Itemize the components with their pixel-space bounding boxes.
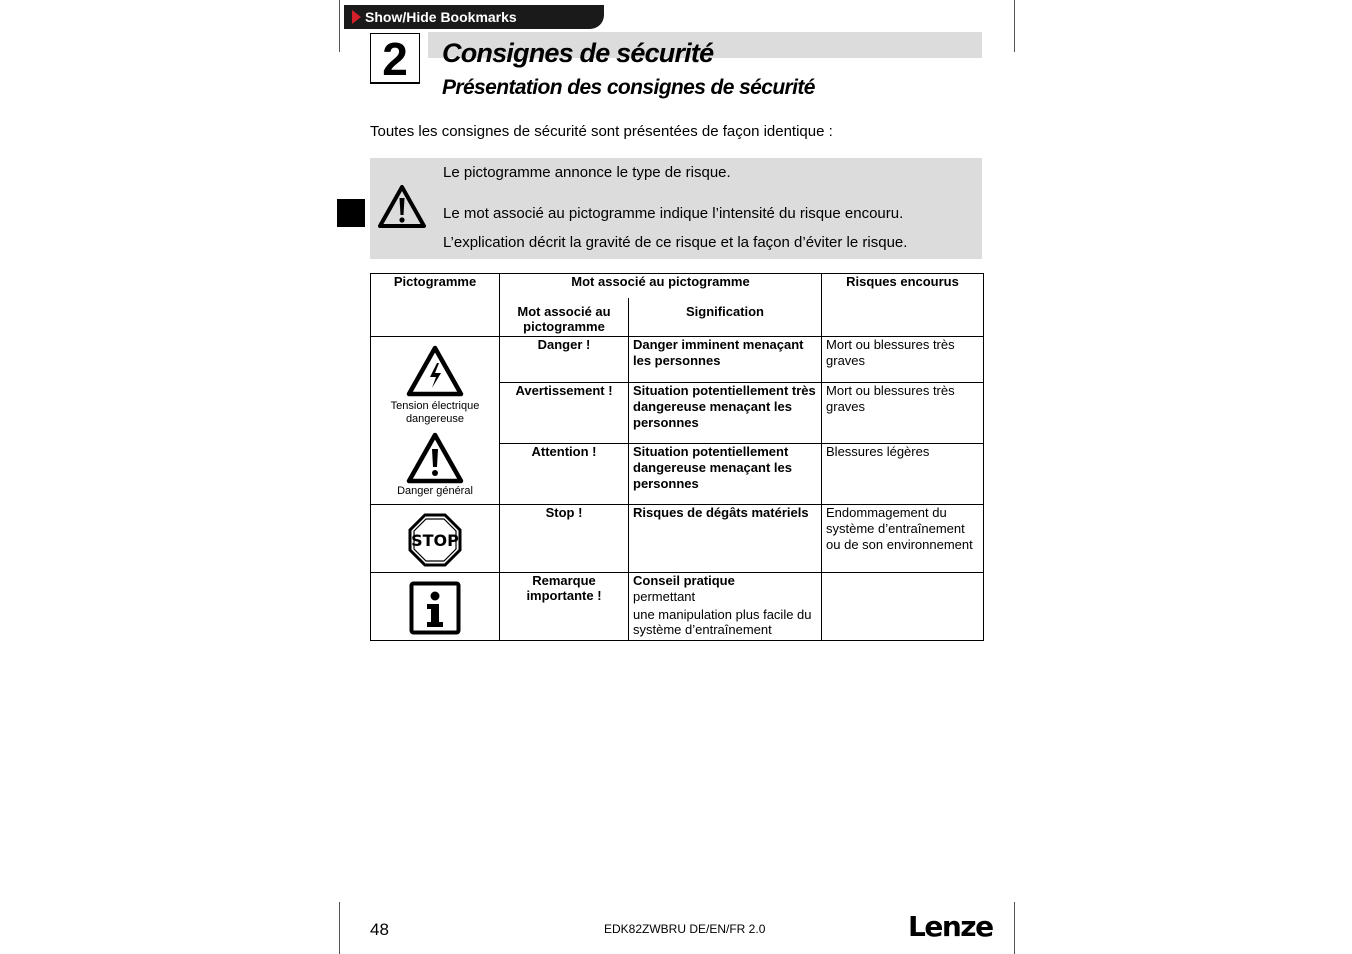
svg-text:STOP: STOP: [411, 531, 459, 550]
chapter-number: 2: [370, 33, 420, 84]
header-risks: Risques encourus: [822, 274, 984, 337]
meaning: [629, 444, 822, 505]
crop-mark-right-bottom: [1014, 902, 1015, 954]
header-signal-word: Mot associé au pictogramme: [500, 298, 629, 337]
safety-table: [370, 273, 984, 641]
show-hide-bookmarks-button[interactable]: [344, 5, 604, 29]
signal-word: Danger !: [500, 337, 629, 383]
page-title: Consignes de sécurité: [442, 38, 714, 68]
info-line-2: Le mot associé au pictogramme indique l’intensité du risque encouru.: [443, 205, 904, 222]
meaning-line-1: permettant: [633, 589, 696, 604]
table-row: [371, 505, 984, 573]
intro-text: Toutes les consignes de sécurité sont présentées de façon identique :: [370, 123, 833, 140]
meaning-line-2: une manipulation plus facile du système d’entraînement: [633, 607, 812, 637]
risk: Blessures légères: [822, 444, 984, 505]
info-line-3: L’explication décrit la gravité de ce risque et la façon d’éviter le risque.: [443, 234, 908, 251]
signal-word: Attention !: [500, 444, 629, 505]
pictogram-stop-cell: [371, 505, 500, 573]
crop-mark-left-top: [339, 0, 340, 52]
risk: Mort ou blessures très graves: [822, 337, 984, 383]
lenze-logo: Lenze: [908, 910, 993, 943]
page-number: 48: [370, 920, 389, 939]
stop-sign-icon: [408, 513, 462, 567]
meaning: [629, 383, 822, 444]
information-icon: [409, 581, 461, 635]
signal-word: Stop !: [500, 505, 629, 573]
bookmarks-label: Show/Hide Bookmarks: [365, 9, 517, 25]
warning-triangle-icon: [377, 184, 427, 230]
meaning: [629, 337, 822, 383]
table-row: [371, 573, 984, 641]
header-signal-group: Mot associé au pictogramme: [500, 274, 822, 298]
meaning-text: Risques de dégâts matériels: [633, 505, 809, 520]
info-box: [370, 158, 982, 259]
table-row: [371, 337, 984, 383]
signal-word: Avertissement !: [500, 383, 629, 444]
pictogram-electric-label: Tension électrique dangereuse: [390, 400, 480, 425]
crop-mark-left-bottom: [339, 902, 340, 954]
meaning: [629, 505, 822, 573]
meaning-text: Situation potentiellement très dangereuse menaçant les personnes: [633, 383, 816, 430]
pictogram-info-cell: [371, 573, 500, 641]
signal-word: Remarque importante !: [500, 573, 629, 641]
meaning-bold: Conseil pratique: [633, 573, 735, 588]
pictogram-general-label: Danger général: [397, 484, 473, 497]
info-line-1: Le pictogramme annonce le type de risque.: [443, 164, 731, 181]
pictogram-electric-cell: [371, 337, 500, 444]
risk: [822, 573, 984, 641]
meaning-text: Danger imminent menaçant les personnes: [633, 337, 804, 368]
high-voltage-icon: [405, 344, 465, 398]
pictogram-general-cell: [371, 444, 500, 505]
crop-mark-right-top: [1014, 0, 1015, 52]
risk: Mort ou blessures très graves: [822, 383, 984, 444]
meaning: [629, 573, 822, 641]
page-subtitle: Présentation des consignes de sécurité: [442, 76, 815, 99]
triangle-right-icon: [352, 10, 361, 24]
risk: Endommagement du système d’entraînement ou de son environnement: [822, 505, 984, 573]
document-code: EDK82ZWBRU DE/EN/FR 2.0: [604, 922, 766, 936]
header-pictogram: Pictogramme: [371, 274, 500, 337]
table-row: [371, 444, 984, 505]
general-danger-icon: [405, 431, 465, 485]
header-meaning: Signification: [629, 298, 822, 337]
margin-marker: [337, 199, 365, 227]
meaning-text: Situation potentiellement dangereuse menaçant les personnes: [633, 444, 792, 491]
